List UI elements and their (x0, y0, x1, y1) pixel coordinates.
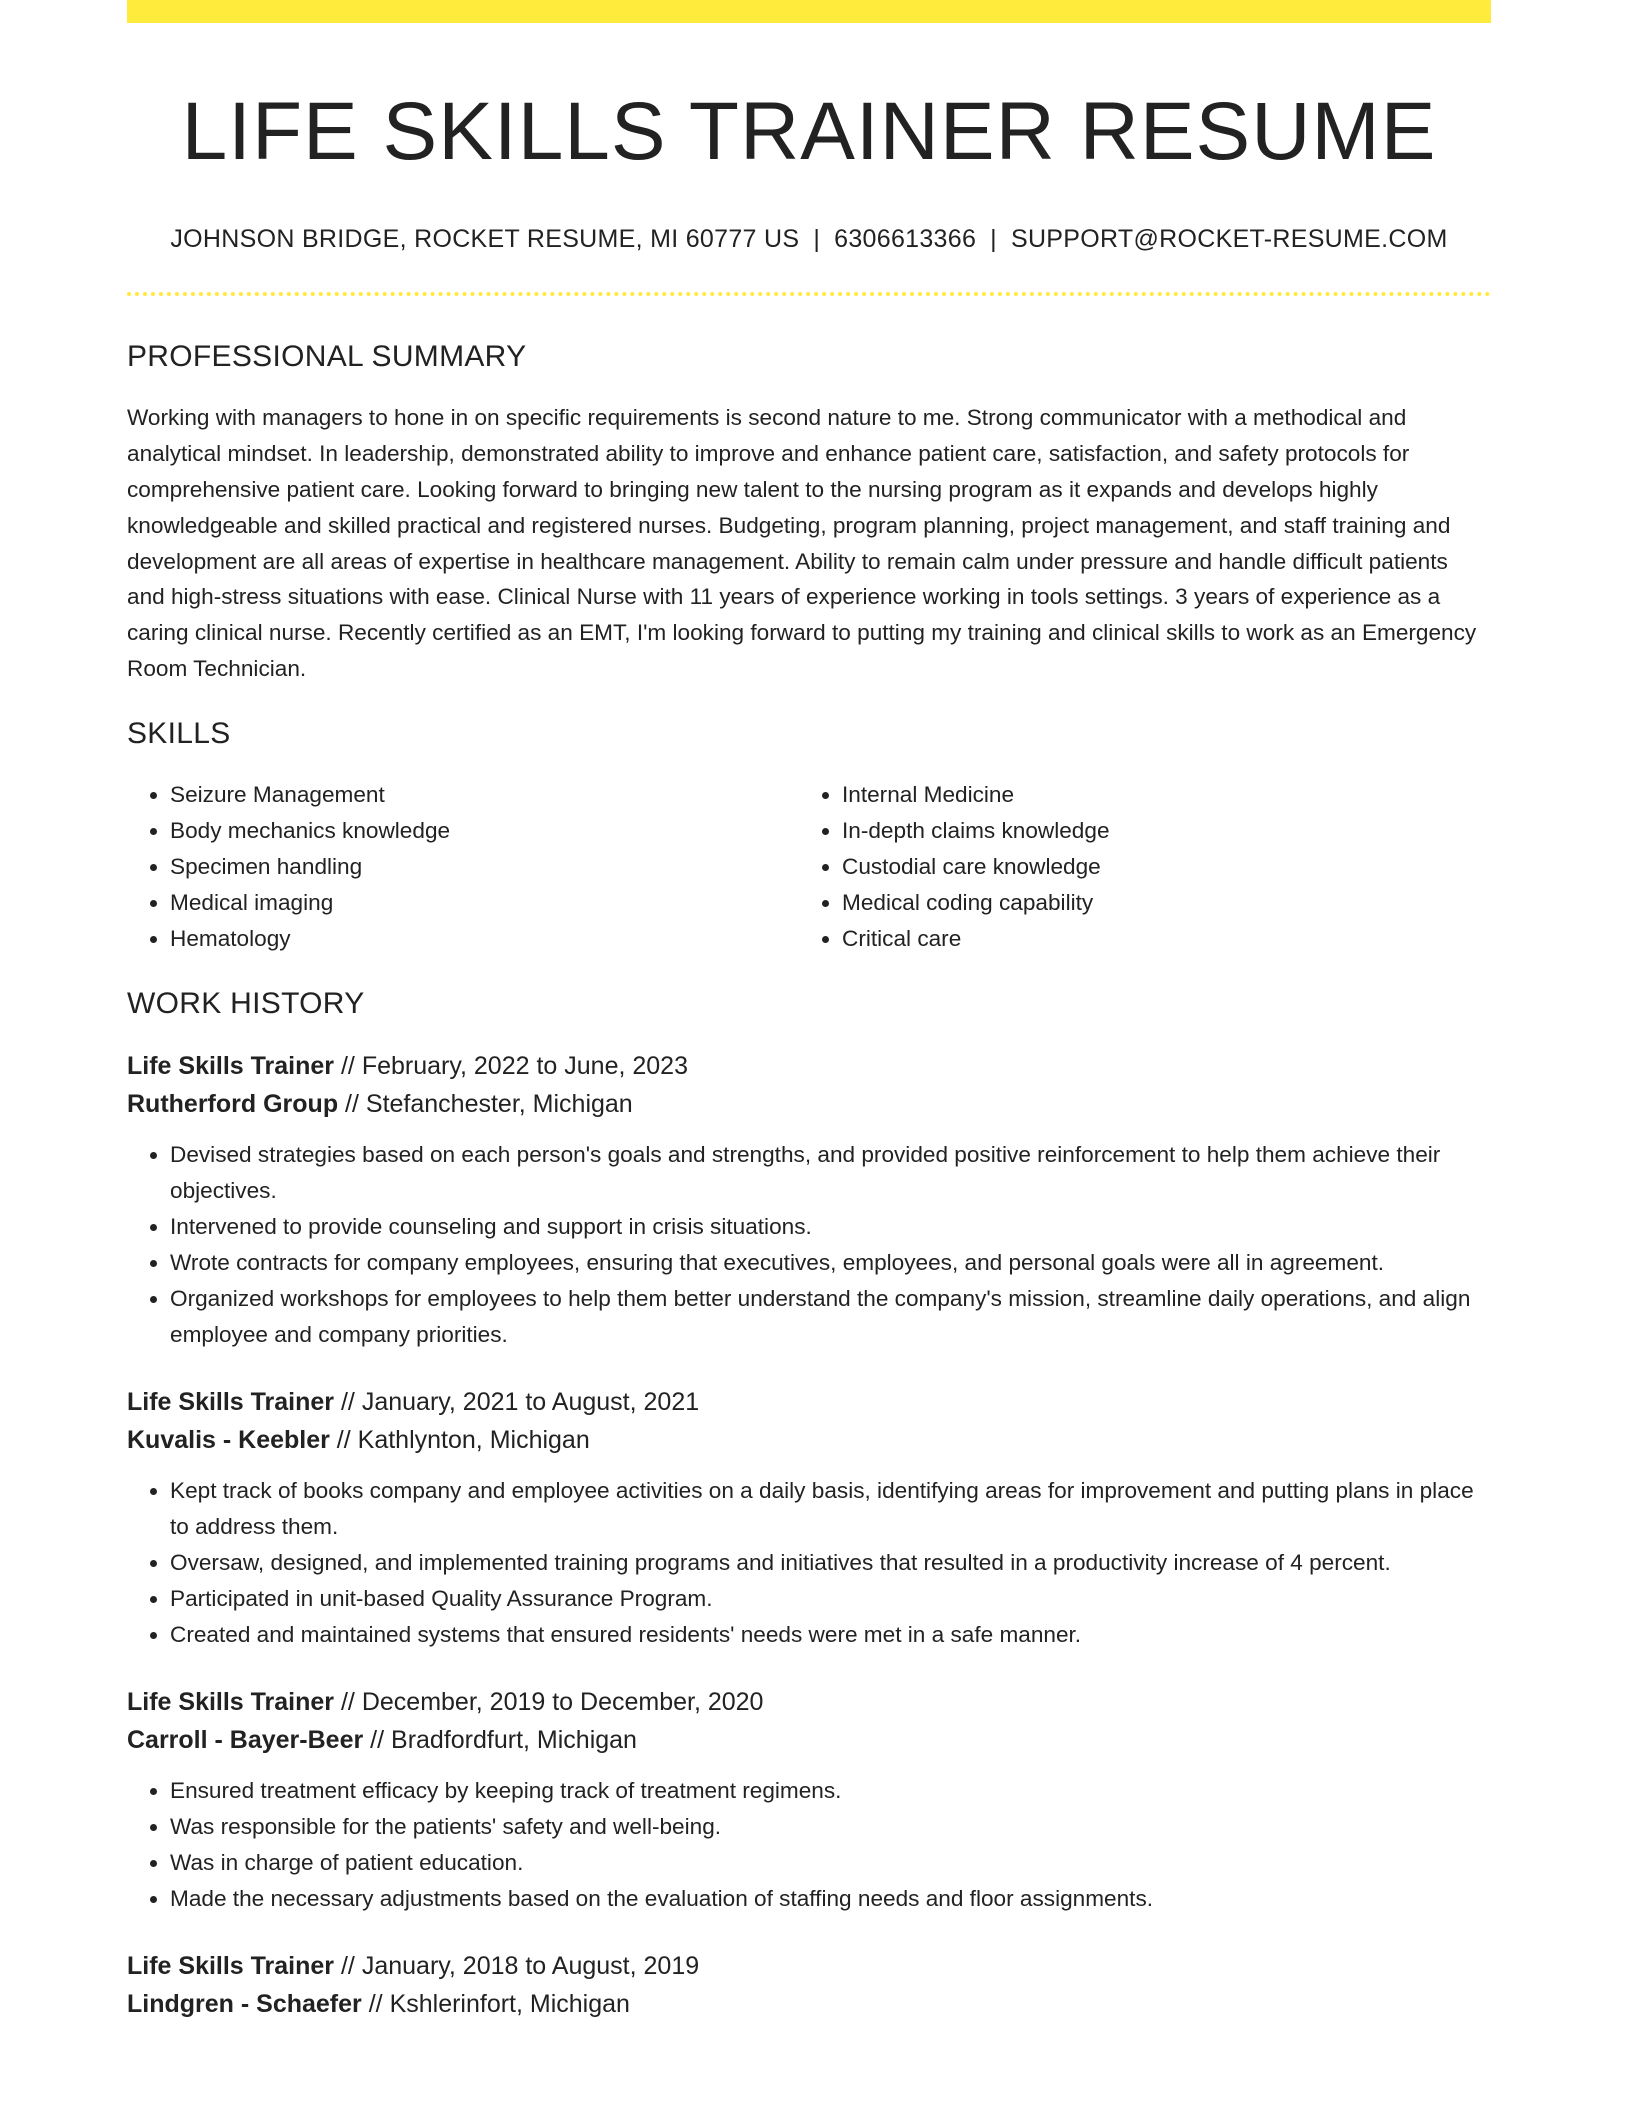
skill-item: • Critical care (842, 921, 1471, 957)
job-location: Kathlynton, Michigan (357, 1425, 590, 1454)
job-separator: // (363, 1725, 392, 1754)
job-bullet: • Devised strategies based on each person's goals and strengths, and provided positive reinforcement to help them achieve their objectives. (170, 1137, 1491, 1209)
job-company: Kuvalis - Keebler (127, 1425, 330, 1454)
skills-column-left (127, 777, 799, 957)
skills-column-right (799, 777, 1471, 957)
work-history-heading: WORK HISTORY (127, 986, 365, 1020)
skills-heading: SKILLS (127, 716, 231, 750)
job-location: Bradfordfurt, Michigan (391, 1725, 637, 1754)
job-separator: // (334, 1687, 362, 1716)
skill-item: • Internal Medicine (842, 777, 1471, 813)
job-title: Life Skills Trainer (127, 1951, 335, 1980)
resume-page (127, 0, 1491, 2023)
job-separator: // (334, 1387, 362, 1416)
job-bullet: • Ensured treatment efficacy by keeping track of treatment regimens. (170, 1773, 1491, 1809)
job-location: Stefanchester, Michigan (365, 1089, 633, 1118)
summary-heading: PROFESSIONAL SUMMARY (127, 340, 527, 374)
skill-item: • Custodial care knowledge (842, 849, 1471, 885)
skill-item: • Medical imaging (170, 885, 799, 921)
job-company-line (127, 1421, 1491, 1459)
job-separator: // (338, 1089, 366, 1118)
job-company: Carroll - Bayer-Beer (127, 1725, 364, 1754)
contact-address: JOHNSON BRIDGE, ROCKET RESUME, MI 60777 US (170, 225, 800, 254)
job-bullet: • Intervened to provide counseling and support in crisis situations. (170, 1209, 1491, 1245)
contact-phone: 6306613366 (834, 225, 977, 254)
contact-email: SUPPORT@ROCKET-RESUME.COM (1010, 225, 1448, 254)
accent-top-bar (127, 0, 1491, 23)
job-bullet: • Kept track of books company and employee activities on a daily basis, identifying areas for improvement and putting plans in place to address them. (170, 1473, 1491, 1545)
job-title-line (127, 1047, 1491, 1085)
job-title-line (127, 1383, 1491, 1421)
dotted-divider (127, 292, 1491, 296)
job-title: Life Skills Trainer (127, 1051, 335, 1080)
job-bullet: • Was in charge of patient education. (170, 1845, 1491, 1881)
job-dates: January, 2021 to August, 2021 (361, 1387, 700, 1416)
skill-item: • In-depth claims knowledge (842, 813, 1471, 849)
job-entry (127, 1947, 1491, 2023)
job-bullet: • Was responsible for the patients' safety and well-being. (170, 1809, 1491, 1845)
job-entry (127, 1047, 1491, 1353)
resume-title: LIFE SKILLS TRAINER RESUME (181, 86, 1437, 177)
job-dates: February, 2022 to June, 2023 (361, 1051, 688, 1080)
job-dates: January, 2018 to August, 2019 (361, 1951, 700, 1980)
job-title-line (127, 1947, 1491, 1985)
job-bullets (127, 1137, 1491, 1353)
job-company-line (127, 1721, 1491, 1759)
job-title-line (127, 1683, 1491, 1721)
job-bullet: • Organized workshops for employees to help them better understand the company's mission, streamline daily operations, and align employee and company priorities. (170, 1281, 1491, 1353)
job-company: Lindgren - Schaefer (127, 1989, 362, 2018)
skills-grid (127, 777, 1491, 957)
job-title: Life Skills Trainer (127, 1687, 335, 1716)
job-separator: // (334, 1951, 362, 1980)
job-separator: // (334, 1051, 362, 1080)
job-bullet: • Oversaw, designed, and implemented training programs and initiatives that resulted in a productivity increase of 4 percent. (170, 1545, 1491, 1581)
job-company-line (127, 1085, 1491, 1123)
skill-item: • Seizure Management (170, 777, 799, 813)
contact-line (127, 225, 1491, 254)
job-dates: December, 2019 to December, 2020 (361, 1687, 764, 1716)
job-separator: // (361, 1989, 390, 2018)
job-company: Rutherford Group (127, 1089, 339, 1118)
summary-text: Working with managers to hone in on specific requirements is second nature to me. Strong communicator with a methodical and analytical mindset. In leadership, demonstrated ability to improve and enhance patient care, satisfaction, and safety protocols for comprehensive patient care. Looking forward to bringing new talent to the nursing program as it expands and develops highly knowledgeable and skilled practical and registered nurses. Budgeting, program planning, project management, and staff training and development are all areas of expertise in healthcare management. Ability to remain calm under pressure and handle difficult patients and high-stress situations with ease. Clinical Nurse with 11 years of experience working in tools settings. 3 years of experience as a caring clinical nurse. Recently certified as an EMT, I'm looking forward to putting my training and clinical skills to work as an Emergency Room Technician. (127, 405, 1477, 681)
job-title: Life Skills Trainer (127, 1387, 335, 1416)
skill-item: • Specimen handling (170, 849, 799, 885)
contact-separator: | (990, 225, 997, 254)
skill-item: • Body mechanics knowledge (170, 813, 799, 849)
job-bullet: • Wrote contracts for company employees, ensuring that executives, employees, and personal goals were all in agreement. (170, 1245, 1491, 1281)
job-entry (127, 1383, 1491, 1653)
contact-separator: | (813, 225, 821, 254)
skill-item: • Medical coding capability (842, 885, 1471, 921)
job-separator: // (329, 1425, 358, 1454)
job-bullet: • Created and maintained systems that ensured residents' needs were met in a safe manner. (170, 1617, 1491, 1653)
job-entry (127, 1683, 1491, 1917)
job-location: Kshlerinfort, Michigan (389, 1989, 630, 2018)
job-bullets (127, 1473, 1491, 1653)
skill-item: • Hematology (170, 921, 799, 957)
job-bullets (127, 1773, 1491, 1917)
job-bullet: • Made the necessary adjustments based on the evaluation of staffing needs and floor assignments. (170, 1881, 1491, 1917)
job-company-line (127, 1985, 1491, 2023)
job-bullet: • Participated in unit-based Quality Assurance Program. (170, 1581, 1491, 1617)
